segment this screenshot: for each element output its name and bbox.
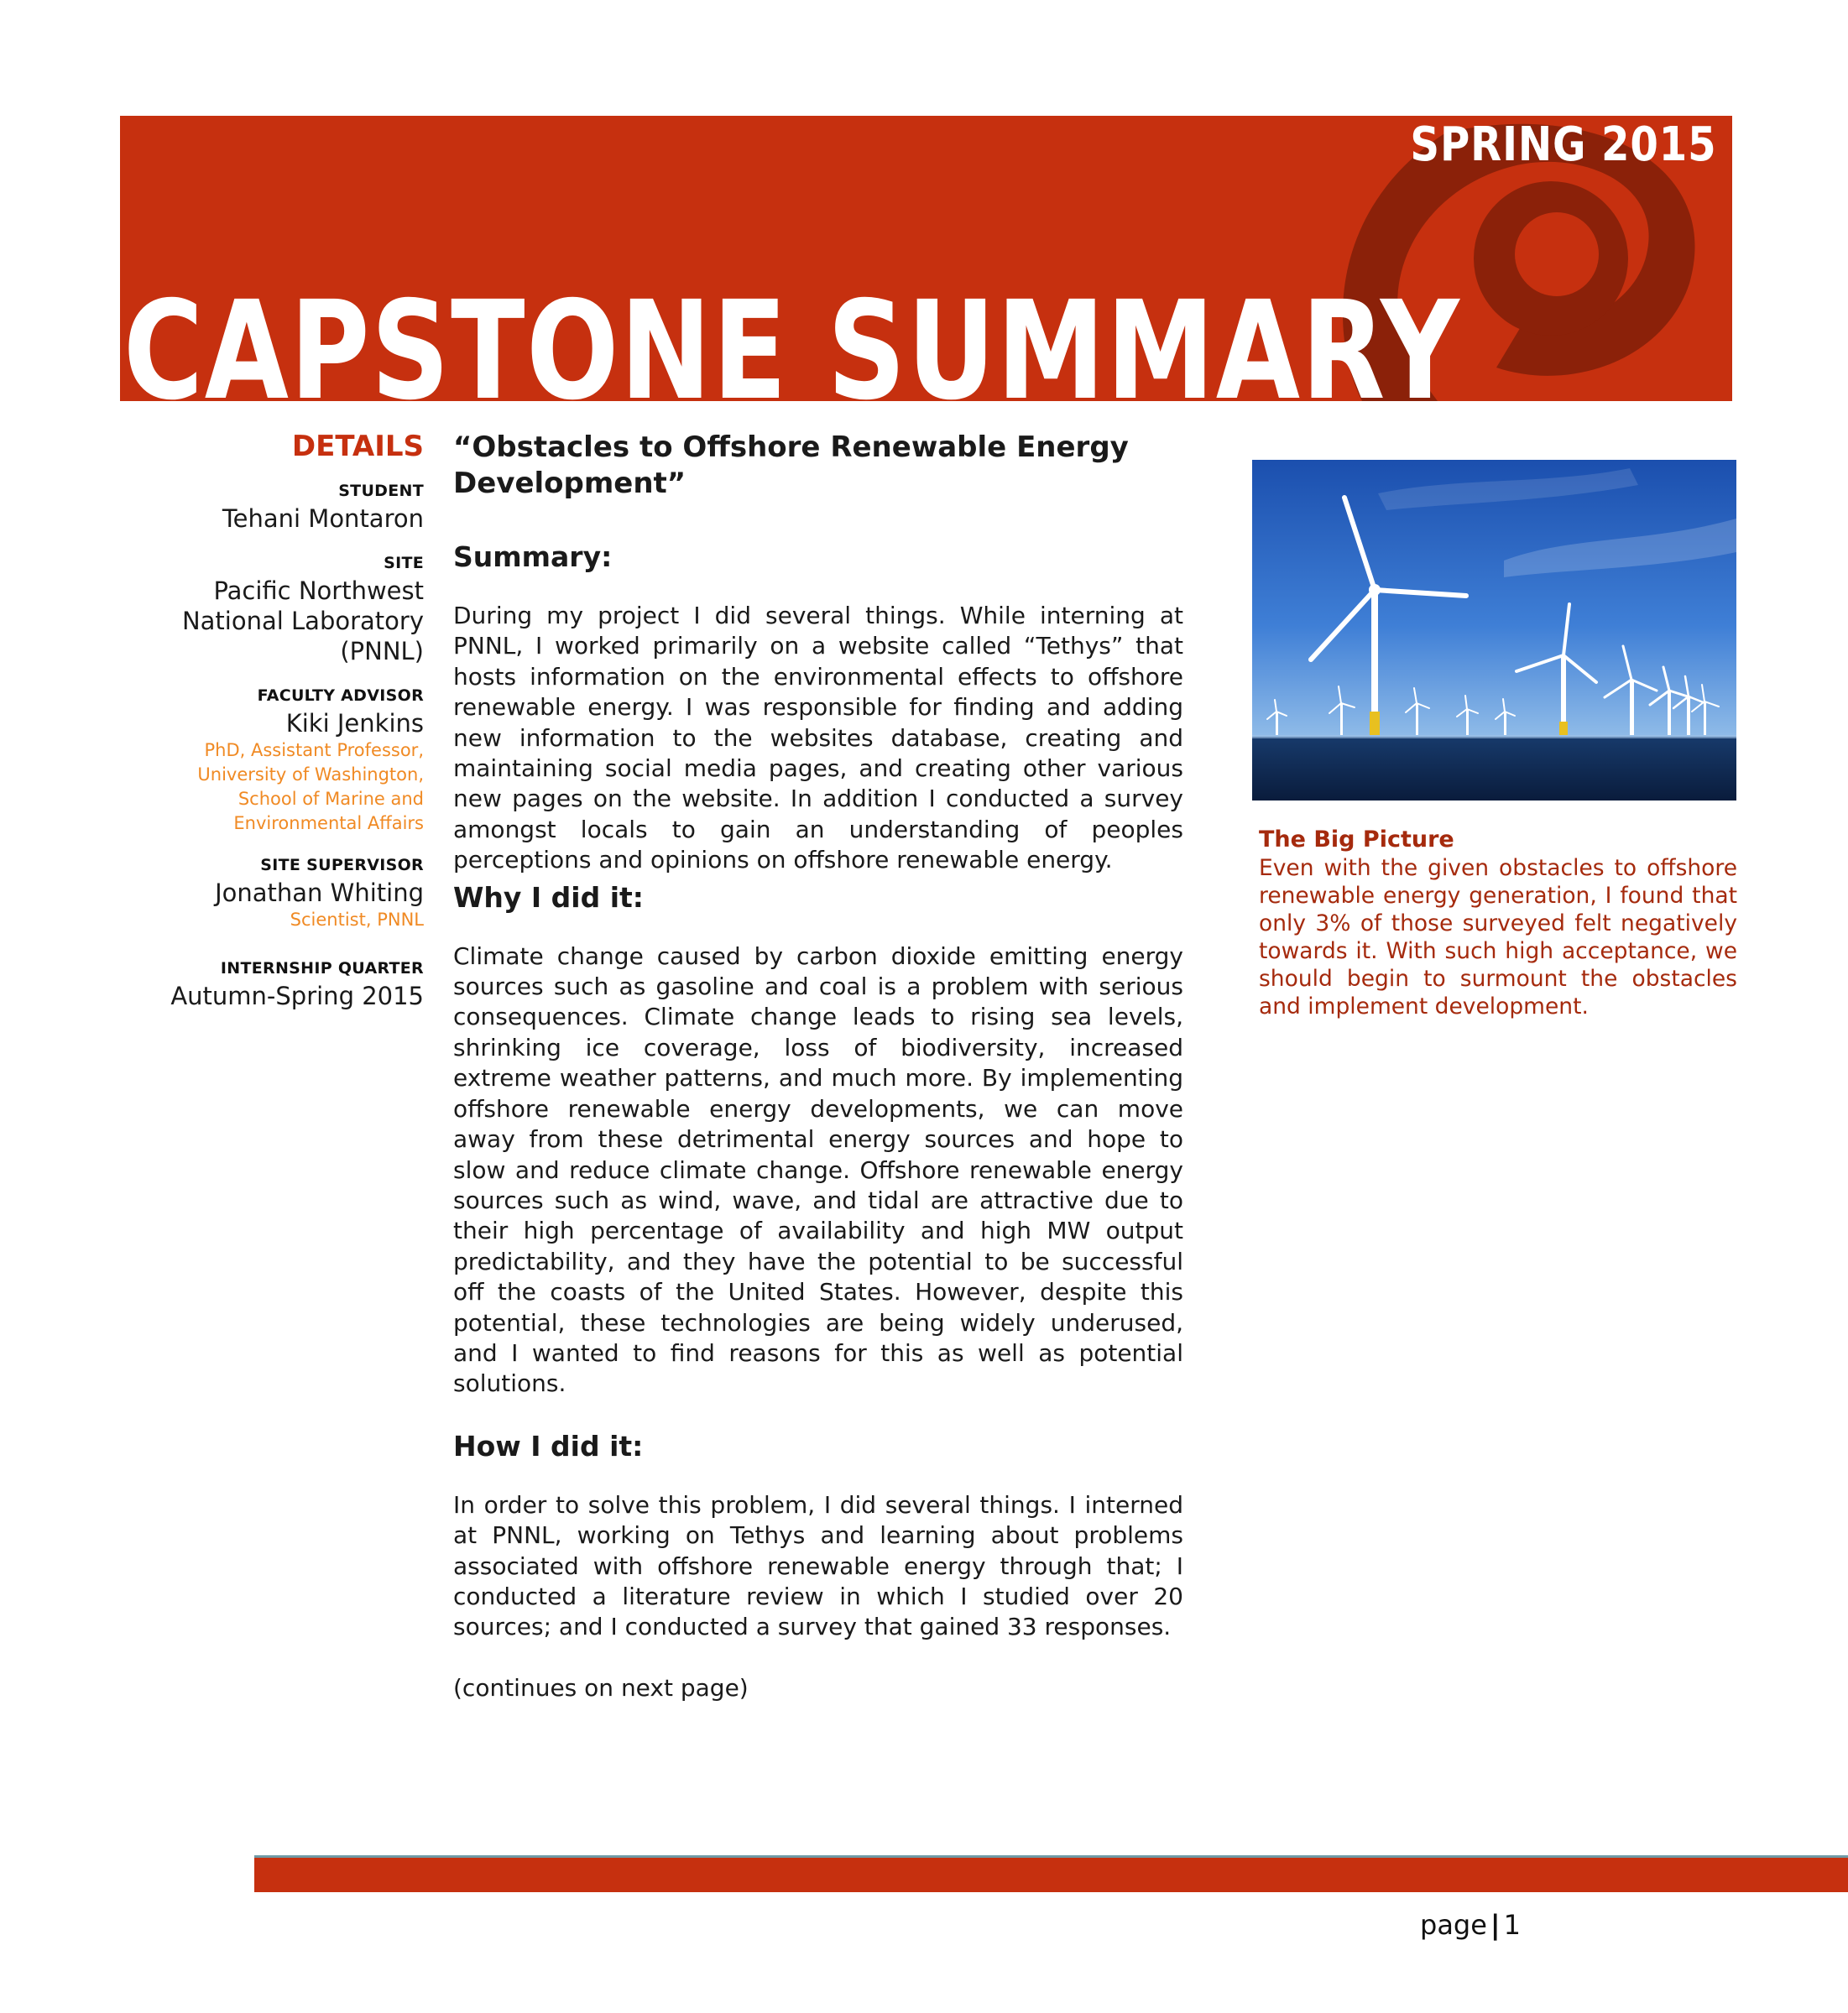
quarter-group [134,959,424,1011]
project-title: “Obstacles to Offshore Renewable Energy Development” [453,430,1129,500]
site-line: National Laboratory [181,607,424,635]
page-label: page [1420,1909,1487,1941]
site-line: (PNNL) [340,637,424,665]
page-title: CAPSTONE SUMMARY [123,273,1461,401]
details-column [134,430,424,1031]
footer-bar [254,1855,1848,1892]
caption-text: Even with the given obstacles to offshore renewable energy generation, I found that only 3% of those surveyed felt negatively towards it. With such high acceptance, we should begin to surmount the obstacles and implement development. [1259,855,1737,1020]
summary-paragraph: During my project I did several things. While interning at PNNL, I worked primarily on a website called “Tethys” that hosts information on the environmental effects to offshore renewable energy. I was responsible for finding and adding new information to the websites database, creating and maintaining social media pages, and creating other various new pages on the website. In addition I conducted a survey amongst locals to gain an understanding of peoples perceptions and opinions on offshore renewable energy. [453,602,1183,874]
season-label: SPRING 2015 [1410,117,1717,172]
offshore-wind-turbines-image [1252,460,1736,801]
student-group [134,482,424,534]
details-heading: DETAILS [291,430,424,463]
big-picture-caption [1259,826,1737,1020]
supervisor-group [134,856,424,932]
page-number [1420,1909,1521,1941]
advisor-name: Kiki Jenkins [285,709,424,738]
advisor-title-line: School of Marine and [238,789,424,809]
advisor-group [134,686,424,836]
advisor-label: FACULTY ADVISOR [257,686,424,705]
supervisor-name: Jonathan Whiting [215,879,424,907]
why-paragraph: Climate change caused by carbon dioxide emitting energy sources such as gasoline and coal is a problem with serious consequences. Climate change leads to rising sea levels, shrinking ice coverage, loss of biodiversity, increased extreme weather patterns, and much more. By implementing offshore renewable energy developments, we can move away from these detrimental energy sources and hope to slow and reduce climate change. Offshore renewable energy sources such as wind, wave, and tidal are attractive due to their high percentage of availability and high MW output predictability, and they have the potential to be successful off the coasts of the United States. However, despite this potential, these technologies are being widely underused, and I wanted to find reasons for this as well as potential solutions. [453,941,1183,1398]
why-heading: Why I did it: [453,880,644,914]
student-label: STUDENT [338,482,424,500]
how-paragraph: In order to solve this problem, I did several things. I interned at PNNL, working on Tethys and learning about problems associated with offshore renewable energy through that; I conducted a literature review in which I studied over 20 sources; and I conducted a survey that gained 33 responses. [453,1490,1183,1641]
site-group [134,554,424,666]
student-name: Tehani Montaron [222,504,424,533]
quarter-label: INTERNSHIP QUARTER [220,959,424,978]
how-heading: How I did it: [453,1429,644,1463]
summary-heading: Summary: [453,540,613,573]
caption-title: The Big Picture [1259,827,1454,853]
site-line: Pacific Northwest [213,576,424,605]
page-number-value: 1 [1503,1909,1521,1941]
wind-turbine-photo-icon [1252,460,1736,801]
advisor-title-line: Environmental Affairs [233,813,424,833]
quarter-value: Autumn-Spring 2015 [170,982,424,1010]
advisor-title-line: PhD, Assistant Professor, [204,740,424,760]
site-label: SITE [384,554,424,572]
supervisor-title: Scientist, PNNL [290,910,424,930]
header-banner [120,116,1732,401]
page-separator: | [1490,1909,1501,1941]
main-column [453,430,1183,1703]
continues-note: (continues on next page) [453,1673,749,1702]
supervisor-label: SITE SUPERVISOR [260,856,424,874]
advisor-title-line: University of Washington, [197,764,424,785]
